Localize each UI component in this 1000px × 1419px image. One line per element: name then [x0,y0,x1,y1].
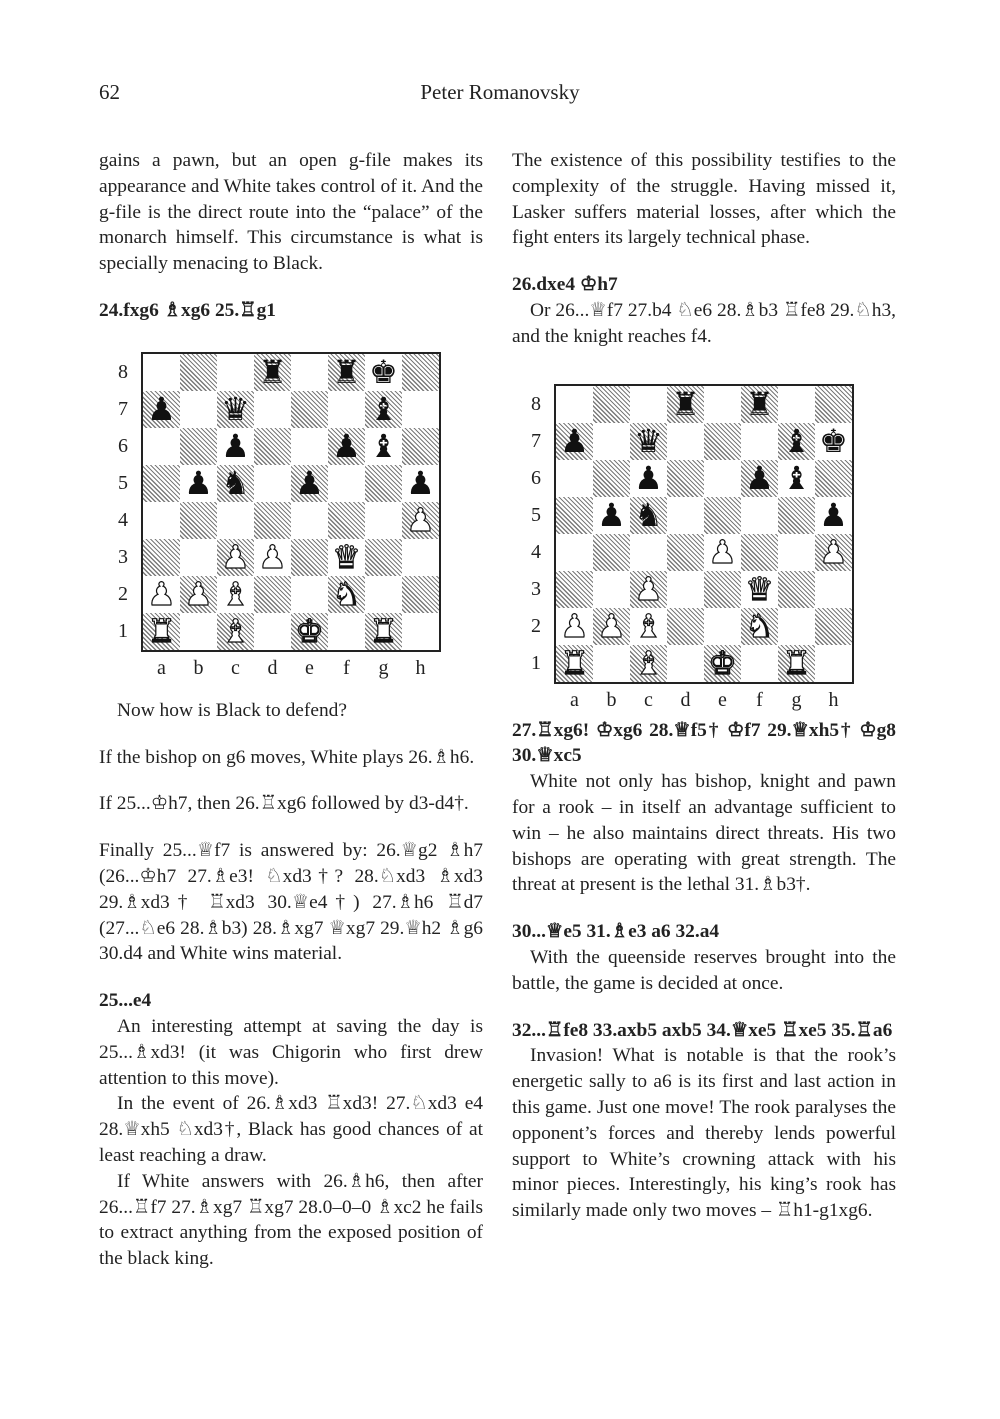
board-square [667,645,704,682]
board-square [593,460,630,497]
right-column [512,148,896,1224]
white-queen-icon: ♛ [745,569,774,608]
paragraph: White not only has bishop, knight and pawn for a rook – in itself an advantage sufficient to win – he also maintains direct threats. His two bishops are operating with great strength. The threat at present is the lethal 31.♗b3†. [512,771,896,896]
paragraph: If the bishop on g6 moves, White plays 26.♗h6. [99,746,475,768]
rank-label: 3 [531,577,541,600]
board-square [328,391,365,428]
board-square [778,497,815,534]
board-square [815,645,852,682]
white-pawn-icon: ♟ [819,532,848,571]
board-square [180,539,217,576]
rank-label: 7 [118,397,128,420]
board-square [254,502,291,539]
rank-label: 8 [531,392,541,415]
white-king-icon: ♚ [295,611,324,650]
black-bishop-icon: ♝ [369,426,398,465]
file-label: f [756,688,763,711]
paragraph: gains a pawn, but an open g-file makes its appearance and White takes control of it. And the g-file is the direct route into the “palace” of the monarch himself. This circumstance is what is specially menacing to Black. [99,150,483,275]
black-pawn-icon: ♟ [221,426,250,465]
board-square [291,428,328,465]
board-square [556,497,593,534]
board-square [815,460,852,497]
black-pawn-icon: ♟ [597,495,626,534]
rank-label: 2 [118,582,128,605]
board-square [815,386,852,423]
board-square [143,539,180,576]
file-label: d [267,656,278,679]
board-square [328,613,365,650]
white-rook-icon: ♜ [782,643,811,682]
board-square [667,497,704,534]
black-pawn-icon: ♟ [295,463,324,502]
file-label: e [305,656,314,679]
white-pawn-icon: ♟ [184,574,213,613]
paragraph: With the queenside reserves brought into the battle, the game is decided at once. [512,946,896,994]
rank-label: 5 [531,503,541,526]
white-knight-icon: ♞ [745,606,774,645]
board-square [556,386,593,423]
rank-label: 1 [118,619,128,642]
board-square [630,386,667,423]
board-square [291,576,328,613]
board-square [254,428,291,465]
black-king-icon: ♚ [369,352,398,391]
board-square [704,386,741,423]
board-square [778,534,815,571]
rank-label: 7 [531,429,541,452]
black-rook-icon: ♜ [745,384,774,423]
file-label: c [231,656,240,679]
rank-label: 8 [118,360,128,383]
board-square [365,465,402,502]
file-label: d [680,688,691,711]
paragraph: An interesting attempt at saving the day is 25...♗xd3! (it was Chigorin who first drew attention to this move). [99,1015,483,1089]
board-square [365,576,402,613]
rank-label: 6 [531,466,541,489]
board-square [556,571,593,608]
file-label: g [791,688,802,711]
board-square [593,571,630,608]
white-rook-icon: ♜ [560,643,589,682]
board-square [328,502,365,539]
white-bishop-icon: ♝ [221,574,250,613]
board-square [741,423,778,460]
white-pawn-icon: ♟ [258,537,287,576]
rank-label: 3 [118,545,128,568]
white-queen-icon: ♛ [332,537,361,576]
black-pawn-icon: ♟ [560,421,589,460]
board-square [180,354,217,391]
paragraph: Invasion! What is notable is that the rook’s energetic sally to a6 is its first and last action in this game. Just one move! The rook paralyses the opponent’s forces and thereby lends powerful support to White’s crowning attack with his minor pieces. Interestingly, his king’s rook has similarly made only two moves – ♖h1-g1xg6. [512,1045,896,1222]
board-square [704,571,741,608]
black-queen-icon: ♛ [634,421,663,460]
board-square [143,502,180,539]
board-square [180,428,217,465]
file-label: h [415,656,426,679]
board-square [402,428,439,465]
file-label: c [644,688,653,711]
move-heading: 30...♕e5 31.♗e3 a6 32.a4 [512,921,720,943]
chess-diagram-2 [512,364,896,718]
black-bishop-icon: ♝ [369,389,398,428]
board-square [217,502,254,539]
board-square [254,576,291,613]
board-square [217,354,254,391]
file-label: a [570,688,579,711]
board-square [778,386,815,423]
board-square [593,423,630,460]
board-square [704,497,741,534]
board-square [667,534,704,571]
board-square [254,613,291,650]
black-pawn-icon: ♟ [406,463,435,502]
chess-board [141,352,441,652]
board-square [704,423,741,460]
move-heading: 27.♖xg6! ♔xg6 28.♕f5† ♔f7 29.♕xh5† ♔g8 30.♕xc5 [512,719,896,767]
move-heading: 32...♖fe8 33.axb5 axb5 34.♕xe5 ♖xe5 35.♖a6 [512,1019,893,1041]
paragraph: If 25...♔h7, then 26.♖xg6 followed by d3-d4†. [99,793,469,815]
move-heading: 24.fxg6 ♗xg6 25.♖g1 [99,299,276,321]
paragraph: Or 26...♕f7 27.b4 ♘e6 28.♗b3 ♖fe8 29.♘h3, and the knight reaches f4. [512,299,896,347]
move-heading: 26.dxe4 ♔h7 [512,274,618,296]
board-square [741,534,778,571]
paragraph: Finally 25...♕f7 is answered by: 26.♕g2 ♗h7 (26...♔h7 27.♗e3! ♘xd3†? 28.♘xd3 ♗xd3 29.♗xd3† ♖xd3 30.♕e4†) 27.♗h6 ♖d7 (27...♘e6 28.♗b3) 28.♗xg7 ♕xg7 29.♕h2 ♗g6 30.d4 and White wins material. [99,840,483,965]
black-pawn-icon: ♟ [147,389,176,428]
rank-label: 5 [118,471,128,494]
board-square [402,613,439,650]
board-square [778,571,815,608]
white-bishop-icon: ♝ [634,606,663,645]
black-rook-icon: ♜ [671,384,700,423]
white-pawn-icon: ♟ [147,574,176,613]
file-label: h [828,688,839,711]
board-square [704,460,741,497]
white-pawn-icon: ♟ [406,500,435,539]
black-queen-icon: ♛ [221,389,250,428]
board-square [365,502,402,539]
board-square [556,534,593,571]
black-bishop-icon: ♝ [782,458,811,497]
board-square [365,539,402,576]
board-square [328,465,365,502]
board-square [815,608,852,645]
board-square [291,539,328,576]
board-square [593,386,630,423]
board-square [254,391,291,428]
black-pawn-icon: ♟ [184,463,213,502]
white-knight-icon: ♞ [332,574,361,613]
black-knight-icon: ♞ [221,463,250,502]
left-column [99,148,483,1272]
file-label: b [606,688,617,711]
chess-diagram-1 [99,340,483,698]
board-square [593,534,630,571]
rank-label: 1 [531,651,541,674]
board-square [402,539,439,576]
white-pawn-icon: ♟ [597,606,626,645]
white-pawn-icon: ♟ [634,569,663,608]
board-square [667,423,704,460]
board-square [667,460,704,497]
board-square [630,534,667,571]
white-pawn-icon: ♟ [221,537,250,576]
file-label: a [157,656,166,679]
white-rook-icon: ♜ [147,611,176,650]
board-square [593,645,630,682]
board-square [143,465,180,502]
board-square [667,608,704,645]
board-square [402,576,439,613]
board-square [667,571,704,608]
board-square [741,645,778,682]
diagram-caption: Now how is Black to defend? [117,699,347,721]
black-pawn-icon: ♟ [634,458,663,497]
black-pawn-icon: ♟ [819,495,848,534]
black-rook-icon: ♜ [332,352,361,391]
board-square [741,497,778,534]
file-label: g [378,656,389,679]
page-number: 62 [99,80,120,104]
rank-label: 4 [531,540,541,563]
white-king-icon: ♚ [708,643,737,682]
board-square [291,502,328,539]
file-label: b [193,656,204,679]
board-square [143,354,180,391]
board-square [556,460,593,497]
board-square [402,354,439,391]
chess-board [554,384,854,684]
white-bishop-icon: ♝ [634,643,663,682]
paragraph: In the event of 26.♗xd3 ♖xd3! 27.♘xd3 e4 28.♕xh5 ♘xd3†, Black has good chances of at least reaching a draw. [99,1093,483,1166]
board-square [291,354,328,391]
board-square [402,391,439,428]
white-pawn-icon: ♟ [708,532,737,571]
rank-label: 2 [531,614,541,637]
black-bishop-icon: ♝ [782,421,811,460]
running-title: Peter Romanovsky [420,80,580,104]
paragraph: The existence of this possibility testifies to the complexity of the struggle. Having missed it, Lasker suffers material losses, after which the fight enters its largely technical phase. [512,150,896,249]
move-heading: 25...e4 [99,990,152,1012]
rank-label: 6 [118,434,128,457]
board-square [180,613,217,650]
file-label: f [343,656,350,679]
white-pawn-icon: ♟ [560,606,589,645]
black-king-icon: ♚ [819,421,848,460]
white-rook-icon: ♜ [369,611,398,650]
board-square [254,465,291,502]
black-pawn-icon: ♟ [332,426,361,465]
board-square [180,502,217,539]
board-square [180,391,217,428]
file-label: e [718,688,727,711]
board-square [291,391,328,428]
black-pawn-icon: ♟ [745,458,774,497]
board-square [704,608,741,645]
white-bishop-icon: ♝ [221,611,250,650]
board-square [815,571,852,608]
paragraph: If White answers with 26.♗h6, then after 26...♖f7 27.♗xg7 ♖xg7 28.0–0–0 ♗xc2 he fails to extract anything from the exposed position of the black king. [99,1170,483,1270]
rank-label: 4 [118,508,128,531]
board-square [143,428,180,465]
black-rook-icon: ♜ [258,352,287,391]
board-square [778,608,815,645]
black-knight-icon: ♞ [634,495,663,534]
